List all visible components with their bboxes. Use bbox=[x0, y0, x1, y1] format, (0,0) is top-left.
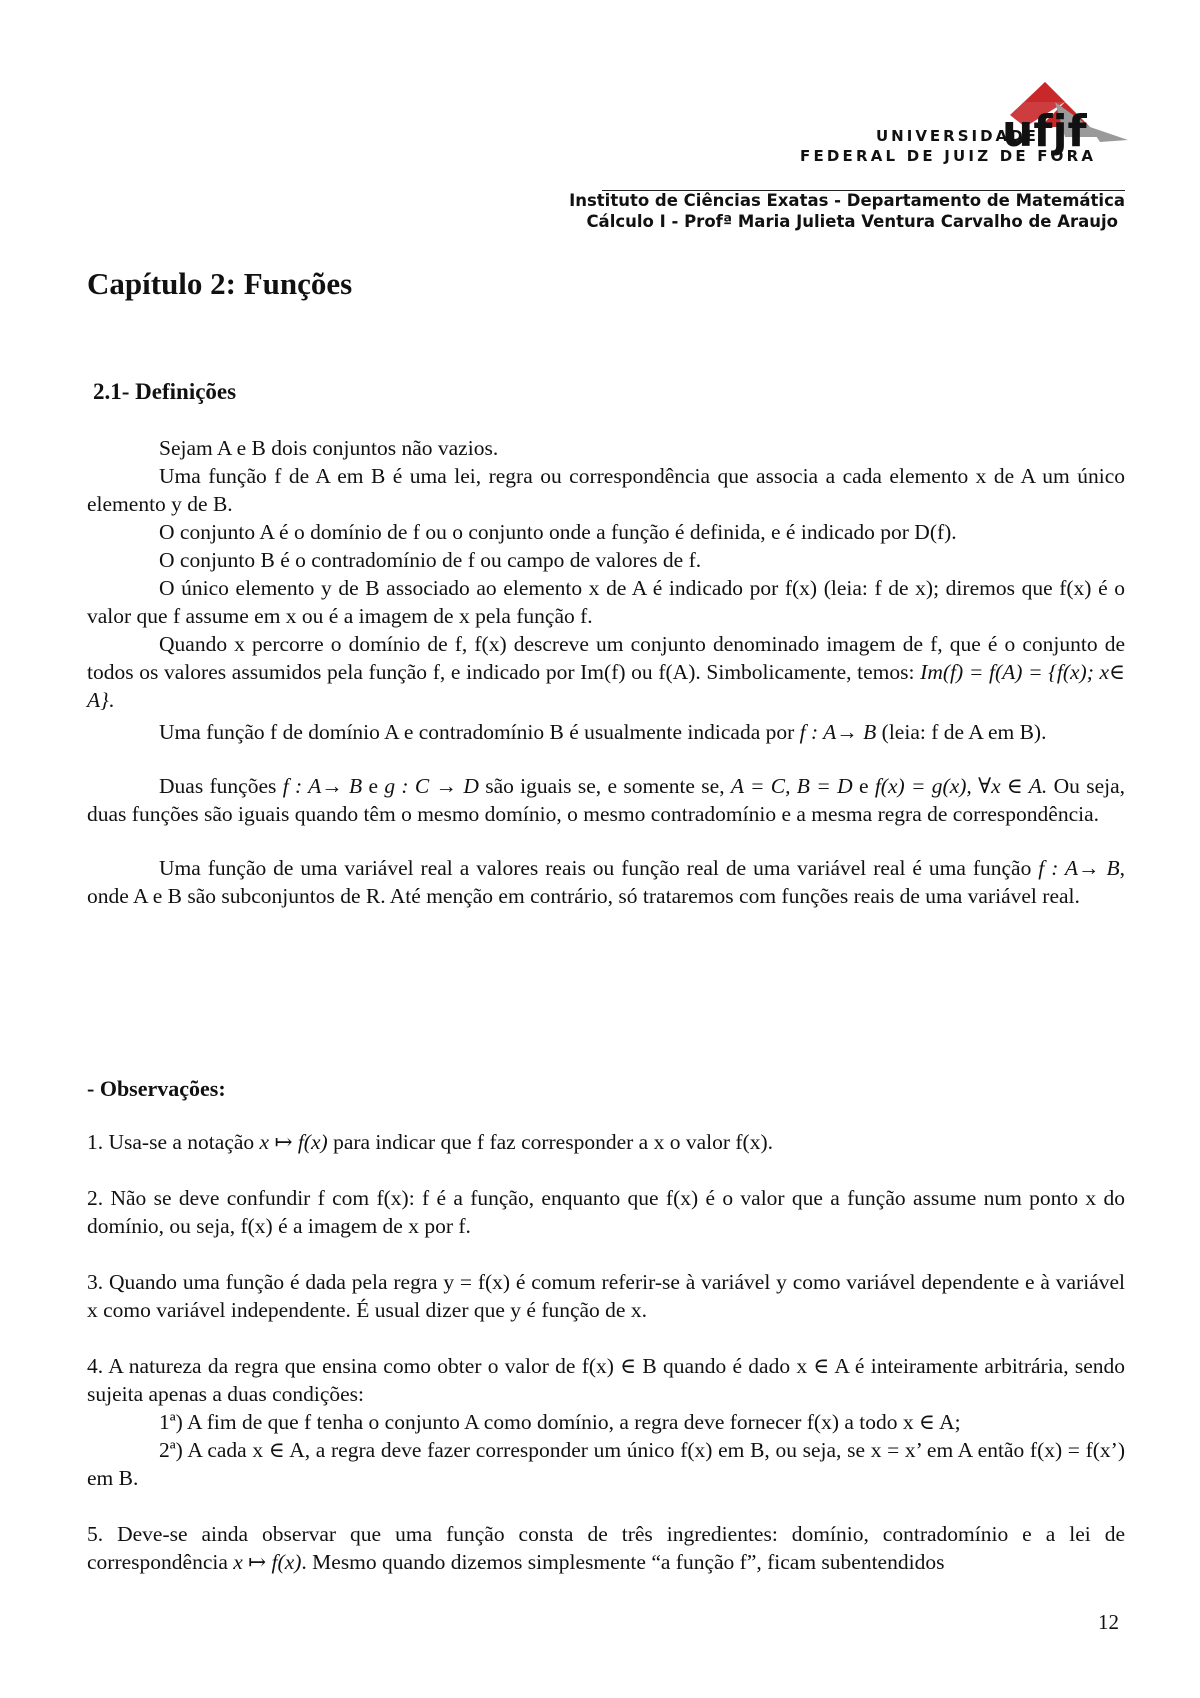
paragraph-text: e bbox=[362, 774, 385, 798]
chapter-title: Capítulo 2: Funções bbox=[87, 266, 353, 301]
formula: x ↦ f(x) bbox=[259, 1130, 328, 1154]
formula: x ↦ f(x) bbox=[233, 1550, 302, 1574]
logo-text-universidade: UNIVERSIDADE bbox=[876, 127, 1039, 145]
paragraph bbox=[87, 630, 1125, 714]
observation-item: 4. A natureza da regra que ensina como obter o valor de f(x) ∈ B quando é dado x ∈ A é inteiramente arbitrária, sendo sujeita apenas a duas condições: bbox=[87, 1354, 1125, 1406]
paragraph-text: Quando x percorre o domínio de f, f(x) descreve um conjunto denominado imagem de f, que é o conjunto de todos os valores assumidos pela função f, e indicado por Im(f) ou f(A). Simbolicamente, temos: bbox=[87, 632, 1125, 684]
course-line: Cálculo I - Profª Maria Julieta Ventura Carvalho de Araujo bbox=[586, 212, 1118, 231]
svg-text:ufjf: ufjf bbox=[1002, 106, 1087, 157]
image-formula: Im(f) = f(A) = {f(x); x∈ A} bbox=[87, 660, 1125, 712]
paragraph-text: Uma função f de domínio A e contradomínio B é usualmente indicada por bbox=[159, 720, 800, 744]
observation-condition: 1ª) A fim de que f tenha o conjunto A como domínio, a regra deve fornecer f(x) a todo x ∈ A; bbox=[159, 1410, 961, 1434]
paragraph-text: e bbox=[852, 774, 875, 798]
paragraph-text: . bbox=[108, 688, 115, 712]
observation-item: 3. Quando uma função é dada pela regra y = f(x) é comum referir-se à variável y como variável dependente e à variável x como variável independente. É usual dizer que y é função de x. bbox=[87, 1270, 1125, 1322]
paragraph-text: Uma função de uma variável real a valores reais ou função real de uma variável real é uma função bbox=[159, 856, 1039, 880]
observations-body bbox=[87, 1128, 1125, 1576]
paragraph: Uma função f de A em B é uma lei, regra ou correspondência que associa a cada elemento x de A um único elemento y de B. bbox=[87, 464, 1125, 516]
page-number: 12 bbox=[1098, 1610, 1119, 1634]
paragraph-text: 1. Usa-se a notação bbox=[87, 1130, 260, 1154]
formula: f : A→ B bbox=[1038, 856, 1120, 880]
paragraph-text: (leia: f de A em B). bbox=[876, 720, 1047, 744]
observation-condition: 2ª) A cada x ∈ A, a regra deve fazer corresponder um único f(x) em B, ou seja, se x = x’ em A então f(x) = f(x’) em B. bbox=[87, 1438, 1125, 1490]
formula: g : C → D bbox=[384, 774, 479, 798]
paragraph bbox=[87, 772, 1125, 828]
observation-item bbox=[87, 1520, 1125, 1576]
paragraph-text: , onde A e B são subconjuntos de R. Até menção em contrário, só trataremos com funções reais de uma variável real. bbox=[87, 856, 1126, 908]
paragraph: O único elemento y de B associado ao elemento x de A é indicado por f(x) (leia: f de x); diremos que f(x) é o valor que f assume em x ou é a imagem de x pela função f. bbox=[87, 576, 1125, 628]
formula: A = C, B = D bbox=[730, 774, 853, 798]
paragraph: O conjunto A é o domínio de f ou o conjunto onde a função é definida, e é indicado por D(f). bbox=[159, 520, 957, 544]
observation-item bbox=[87, 1128, 1125, 1156]
paragraph: Sejam A e B dois conjuntos não vazios. bbox=[159, 436, 499, 460]
paragraph: O conjunto B é o contradomínio de f ou campo de valores de f. bbox=[159, 548, 702, 572]
institute-line: Instituto de Ciências Exatas - Departamento de Matemática bbox=[569, 191, 1125, 210]
paragraph-text: 5. Deve-se ainda observar que uma função consta de três ingredientes: domínio, contradomínio e a lei de correspondência bbox=[87, 1522, 1125, 1574]
logo-text-federal: FEDERAL DE JUIZ DE FORA bbox=[800, 147, 1097, 165]
formula: f : A→ B bbox=[282, 774, 363, 798]
definitions-body bbox=[87, 434, 1125, 910]
paragraph bbox=[87, 718, 1125, 746]
paragraph-text: Duas funções bbox=[159, 774, 283, 798]
formula: f(x) = g(x), ∀x ∈ A. bbox=[874, 774, 1048, 798]
paragraph-text: Ou seja, duas funções são iguais quando têm o mesmo domínio, o mesmo contradomínio e a mesma regra de correspondência. bbox=[87, 774, 1126, 826]
observations-title: - Observações: bbox=[87, 1076, 226, 1101]
section-title: 2.1- Definições bbox=[93, 379, 237, 404]
paragraph bbox=[87, 854, 1125, 910]
function-notation-formula: f : A→ B bbox=[799, 720, 877, 744]
paragraph-text: são iguais se, e somente se, bbox=[478, 774, 731, 798]
paragraph-text: . Mesmo quando dizemos simplesmente “a função f”, ficam subentendidos bbox=[301, 1550, 945, 1574]
paragraph-text: para indicar que f faz corresponder a x o valor f(x). bbox=[327, 1130, 773, 1154]
observation-item: 2. Não se deve confundir f com f(x): f é a função, enquanto que f(x) é o valor que a função assume num ponto x do domínio, ou seja, f(x) é a imagem de x por f. bbox=[87, 1186, 1125, 1238]
